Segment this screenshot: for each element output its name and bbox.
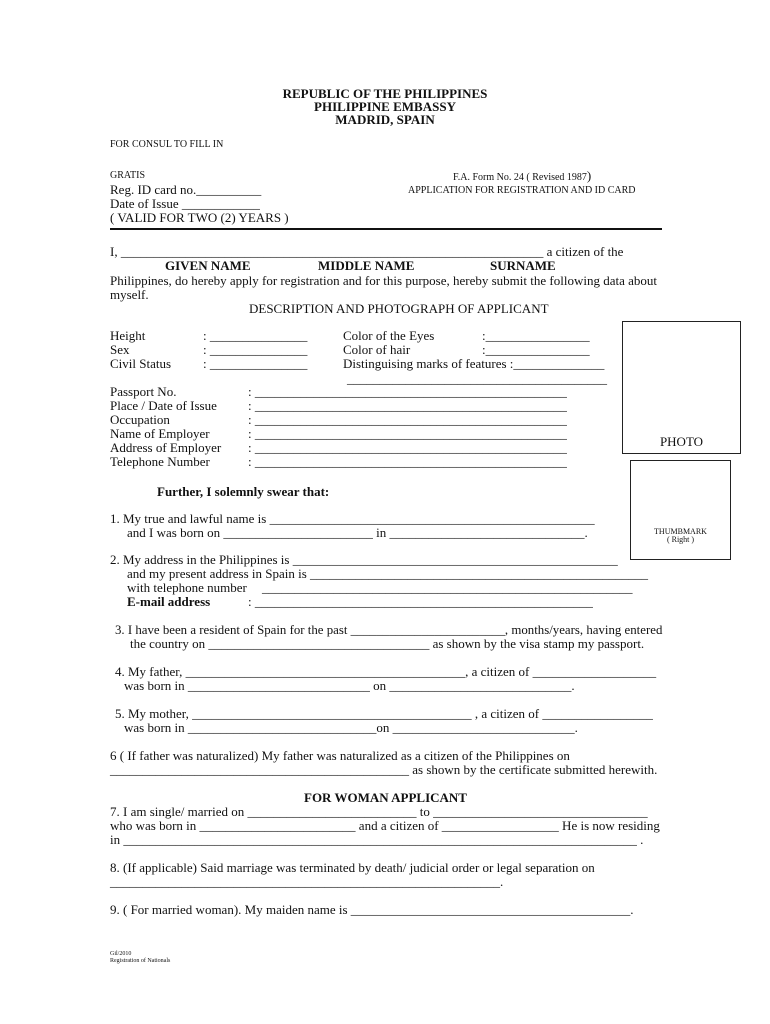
item2-line1: 2. My address in the Philippines is __________________________________________________: [110, 552, 618, 567]
given-name-label: GIVEN NAME: [165, 258, 251, 273]
intro-line3: myself.: [110, 287, 149, 302]
description-heading: DESCRIPTION AND PHOTOGRAPH OF APPLICANT: [249, 301, 549, 316]
surname-label: SURNAME: [490, 258, 556, 273]
marks-field-line2: ________________________________________: [347, 371, 607, 386]
item7-line3: in _______________________________________________________________________________ .: [110, 832, 644, 847]
marks-field: Distinguising marks of features :______________: [343, 356, 605, 371]
consul-heading: FOR CONSUL TO FILL IN: [110, 139, 224, 150]
civil-status-field: : _______________: [203, 356, 308, 371]
eyes-label: Color of the Eyes: [343, 328, 435, 343]
thumbmark-sub: ( Right ): [666, 535, 695, 544]
item2-email-label: E-mail address: [127, 594, 211, 609]
gratis-label: GRATIS: [110, 170, 146, 181]
item4-line2: was born in ____________________________ on ____________________________.: [124, 678, 575, 693]
employer-address-field: : ________________________________________________: [248, 440, 567, 455]
middle-name-label: MIDDLE NAME: [318, 258, 415, 273]
hair-label: Color of hair: [343, 342, 411, 357]
eyes-field: :________________: [482, 328, 590, 343]
item9-line: 9. ( For married woman). My maiden name is ___________________________________________.: [110, 902, 634, 917]
oath-heading: Further, I solemnly swear that:: [157, 484, 330, 499]
item7-line1: 7. I am single/ married on __________________________ to _________________________________: [110, 804, 648, 819]
item6-line2: ______________________________________________ as shown by the certificate submitted herewith.: [110, 762, 658, 777]
passport-field: : ________________________________________________: [248, 384, 567, 399]
item1-line2: and I was born on _______________________ in ______________________________.: [127, 525, 588, 540]
place-date-label: Place / Date of Issue: [110, 398, 217, 413]
application-title: APPLICATION FOR REGISTRATION AND ID CARD: [408, 185, 636, 196]
header-line1: REPUBLIC OF THE PHILIPPINES: [282, 86, 488, 101]
item2-line2: and my present address in Spain is ____________________________________________________: [127, 566, 649, 581]
intro-line2: Philippines, do hereby apply for registration and for this purpose, hereby submit the following data about: [110, 273, 657, 288]
passport-label: Passport No.: [110, 384, 177, 399]
applicant-name-line: I, _________________________________________________________________ a citizen of the: [110, 244, 624, 259]
sex-label: Sex: [110, 342, 130, 357]
place-date-field: : ________________________________________________: [248, 398, 567, 413]
phone-label: Telephone Number: [110, 454, 210, 469]
employer-address-label: Address of Employer: [110, 440, 222, 455]
thumbmark-label: THUMBMARK: [654, 527, 707, 536]
woman-applicant-heading: FOR WOMAN APPLICANT: [304, 790, 467, 805]
item1-line1: 1. My true and lawful name is __________________________________________________: [110, 511, 595, 526]
thumbmark-box: [630, 460, 731, 560]
separator-rule: [110, 228, 662, 230]
height-label: Height: [110, 328, 146, 343]
item2-phone-field: _________________________________________________________: [262, 580, 633, 595]
header-line2: PHILIPPINE EMBASSY: [314, 99, 456, 114]
sex-field: : _______________: [203, 342, 308, 357]
occupation-label: Occupation: [110, 412, 170, 427]
item5-line2: was born in _____________________________on ____________________________.: [124, 720, 578, 735]
employer-label: Name of Employer: [110, 426, 210, 441]
footer-code: Gil/2010: [110, 951, 132, 957]
item3-line1: 3. I have been a resident of Spain for the past ________________________, months/years, having entered: [115, 622, 663, 637]
item5-line1: 5. My mother, ___________________________________________ , a citizen of _________________: [115, 706, 653, 721]
occupation-field: : ________________________________________________: [248, 412, 567, 427]
date-issue-field: Date of Issue ____________: [110, 196, 260, 211]
footer-label: Registration of Nationals: [110, 958, 171, 964]
item8-line1: 8. (If applicable) Said marriage was terminated by death/ judicial order or legal separation on: [110, 860, 595, 875]
phone-field: : ________________________________________________: [248, 454, 567, 469]
item2-email-field: : ____________________________________________________: [248, 594, 593, 609]
item6-line1: 6 ( If father was naturalized) My father was naturalized as a citizen of the Philippines on: [110, 748, 570, 763]
item2-phone-label: with telephone number: [127, 580, 247, 595]
item7-line2: who was born in ________________________ and a citizen of __________________ He is now residing: [110, 818, 660, 833]
item8-line2: ____________________________________________________________.: [110, 874, 504, 889]
hair-field: :________________: [482, 342, 590, 357]
height-field: : _______________: [203, 328, 308, 343]
item3-line2: the country on __________________________________ as shown by the visa stamp my passport.: [130, 636, 645, 651]
item4-line1: 4. My father, ___________________________________________, a citizen of ___________________: [115, 664, 657, 679]
photo-label: PHOTO: [659, 434, 704, 449]
form-number: F.A. Form No. 24 ( Revised 1987): [453, 168, 592, 183]
employer-field: : ________________________________________________: [248, 426, 567, 441]
civil-status-label: Civil Status: [110, 356, 172, 371]
reg-id-field: Reg. ID card no.__________: [110, 182, 262, 197]
header-line3: MADRID, SPAIN: [335, 112, 435, 127]
valid-note: ( VALID FOR TWO (2) YEARS ): [110, 210, 289, 225]
